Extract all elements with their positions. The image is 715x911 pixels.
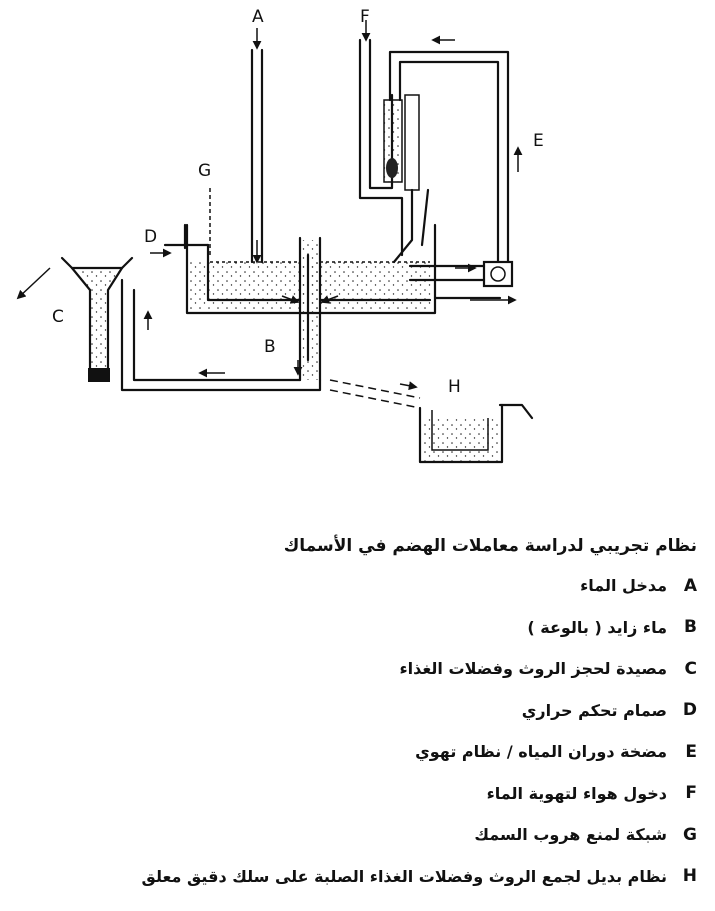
legend-letter: B <box>684 617 697 638</box>
legend-text: شبكة لمنع هروب السمك <box>474 825 667 845</box>
legend-text: مدخل الماء <box>580 576 667 596</box>
feces-trap <box>18 258 132 382</box>
legend-text: مصيدة لحجز الروث وفضلات الغذاء <box>399 659 667 679</box>
water-inlet-pipe <box>252 28 262 262</box>
legend-item-d <box>40 690 697 732</box>
legend-text: ماء زايد ( بالوعة ) <box>527 617 667 637</box>
alternative-collector <box>420 405 532 462</box>
legend-item-f <box>40 773 697 815</box>
legend-text: صمام تحكم حراري <box>521 700 667 720</box>
legend-item-e <box>40 731 697 773</box>
legend-item-a <box>40 565 697 607</box>
air-inlet <box>360 20 428 262</box>
legend-text: دخول هواء لتهوية الماء <box>486 783 667 803</box>
legend-item-c <box>40 648 697 690</box>
legend-item-g <box>40 814 697 856</box>
label-d: D <box>144 227 158 247</box>
caption <box>40 527 697 897</box>
label-c: C <box>52 307 64 327</box>
thermal-valve <box>150 225 208 253</box>
legend-text: مضخة دوران المياه / نظام تهوي <box>415 742 667 762</box>
legend-letter: G <box>683 824 697 845</box>
label-b: B <box>264 337 276 357</box>
legend-letter: A <box>683 575 697 596</box>
legend-letter: C <box>684 658 697 679</box>
label-g: G <box>198 161 212 181</box>
legend-letter: H <box>682 866 697 887</box>
legend-text: نظام بديل لجمع الروث وفضلات الغذاء الصلبة على سلك دقيق معلق <box>141 866 667 886</box>
label-f: F <box>360 7 370 27</box>
legend-letter: F <box>685 783 697 804</box>
legend-item-h <box>40 856 697 898</box>
alternative-line <box>330 380 420 408</box>
legend-list <box>40 565 697 897</box>
label-e: E <box>533 131 544 151</box>
label-a: A <box>252 7 264 27</box>
label-h: H <box>448 377 461 397</box>
legend-letter: D <box>682 700 697 721</box>
caption-title: نظام تجريبي لدراسة معاملات الهضم في الأسماك <box>283 536 697 556</box>
recirculation-pump <box>390 40 518 300</box>
legend-item-b <box>40 607 697 649</box>
legend-letter: E <box>685 741 697 762</box>
